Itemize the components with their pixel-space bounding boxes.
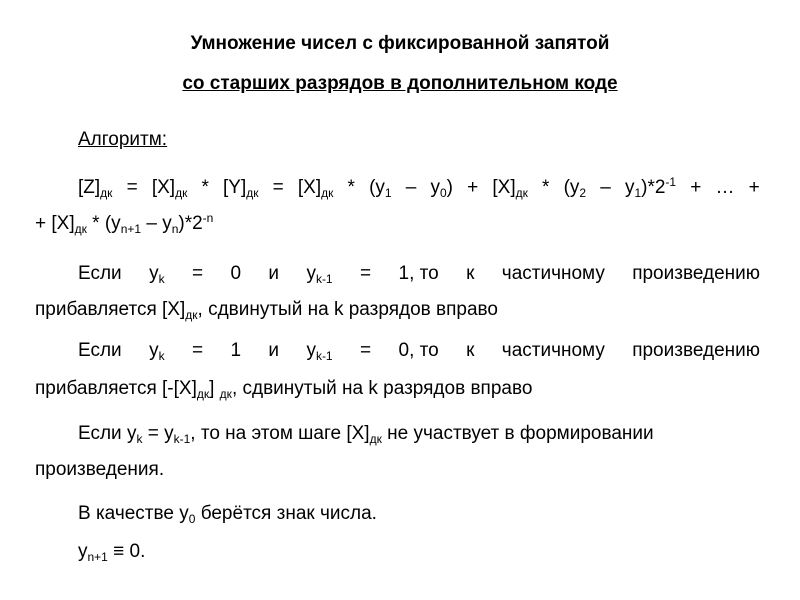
algorithm-label: Алгоритм:	[78, 129, 168, 150]
title-line-1: Умножение чисел с фиксированной запятой	[190, 33, 610, 54]
formula-y: $[Y]_{дк}$	[223, 177, 259, 200]
note-y0: В качестве $y_0$ берётся знак числа.	[78, 503, 377, 526]
formula-x: $[X]_{дк}$	[151, 177, 188, 200]
rule-2-line-2: прибавляется $[-[X]_{дк}]$ $_{дк}$, сдвинутый на k разрядов вправо	[35, 378, 533, 401]
formula-line-2: + $[X]_{дк} * (y_{n+1} - y_n)*2^{-n}$	[35, 211, 214, 236]
rule-3-line-1: Если $y_k = y_{k-1}$, то на этом шаге $[X]_{дк}$ не участвует в формировании	[78, 423, 654, 446]
note-yn1: $y_{n+1} \equiv 0$.	[78, 541, 146, 564]
formula-z: $[Z]_{дк}$	[78, 177, 113, 200]
rule-3-line-2: произведения.	[35, 459, 165, 480]
rule-1-line-1: Если $y_k$ = 0 и $y_{k-1}$ = 1, то к частичному произведению	[78, 263, 760, 286]
rule-1-line-2: прибавляется $[X]_{дк}$, сдвинутый на k разрядов вправо	[35, 299, 498, 322]
rule-2-line-1: Если $y_k$ = 1 и $y_{k-1}$ = 0, то к частичному произведению	[78, 340, 760, 363]
title-line-2: со старших разрядов в дополнительном коде	[182, 73, 618, 94]
formula-line-1: $[Z]_{дк}$ = $[X]_{дк}$ * $[Y]_{дк}$ = $[X]_{дк}$ * ($y_1$ – $y_0$) + $[X]_{дк}$ * ($y_2$ – $y_1)*2^{-1}$ + … +	[78, 175, 760, 200]
